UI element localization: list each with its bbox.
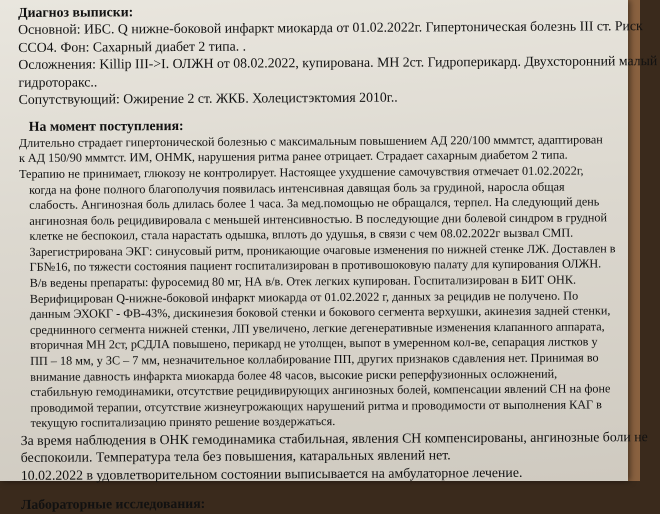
admission-line: к АД 150/90 мммтст. ИМ, ОНМК, нарушения ритма ранее отрицает. Страдает сахарным диабетом 2 типа. xyxy=(18,147,568,166)
diagnosis-heading: Диагноз выписки: xyxy=(18,4,134,20)
admission-line: текущую госпитализацию принято решение воздержаться. xyxy=(30,414,336,431)
admission-line: данным ЭХОКГ - ФВ-43%, дискинезия боковой стенки и бокового сегмента верхушки, акинезия задней стенки, xyxy=(29,303,611,322)
diagnosis-line-main-cont: ССО4. Фон: Сахарный диабет 2 типа. . xyxy=(18,38,247,55)
admission-line: В/в ведены препараты: фуросемид 80 мг, НА в/в. Отек легких купирован. Госпитализирован в БИТ ОНК. xyxy=(29,272,577,290)
admission-line: клетке не беспокоил, стала нарастать одышка, вплоть до удушья, в связи с чем 08.02.2022г вызвал СМП. xyxy=(29,225,574,244)
admission-line: ангинозная боль рецидивировала с меньшей интенсивностью. В последующие дни болевой синдром в грудной xyxy=(29,210,608,228)
discharge-summary xyxy=(10,0,658,513)
admission-line: Длительно страдает гипертонической болезнью с максимальным повышением АД 220/100 мммтст, адаптирован xyxy=(18,132,603,150)
admission-line: среднинного сегмента нижней стенки, ЛП увеличено, легкие дегенеративные изменения клапанного аппарата, xyxy=(29,319,605,337)
admission-line: ГБ№16, по тяжести состояния пациент госпитализирован в противошоковую палату для купирования ОЛЖН. xyxy=(29,256,602,275)
discharge-statement: 10.02.2022 в удовлетворительном состоянии выписывается на амбулаторное лечение. xyxy=(20,464,523,483)
labs-heading: Лабораторные исследования: xyxy=(21,496,206,513)
admission-line: Зарегистрирована ЭКГ: синусовый ритм, проникающие очаговые изменения по нижней стенке ЛЖ. Доставлен в xyxy=(29,241,616,259)
admission-line: когда на фоне полного благополучия появилась интенсивная давящая боль за грудиной, наросла общая xyxy=(29,179,565,197)
diagnosis-line-main: Основной: ИБС. Q нижне-боковой инфаркт миокарда от 01.02.2022г. Гипертоническая болезнь III ст. Риск xyxy=(18,18,643,38)
observation-line: беспокоили. Температура тела без повышения, катаральных явлений нет. xyxy=(20,447,451,466)
admission-line: проводимой терапии, отсутствие жизнеугрожающих нарушений ритма и проводимости от выполнения КАГ в xyxy=(30,397,602,415)
diagnosis-line-comorbid: Сопутствующий: Ожирение 2 ст. ЖКБ. Холецистэктомия 2010г.. xyxy=(18,89,398,107)
admission-line: Верифицирован Q-нижне-боковой инфаркт миокарда от 01.02.2022 г, данных за рецидив не получено. По xyxy=(29,288,579,306)
admission-line: слабость. Ангинозная боль длилась более 1 часа. За мед.помощью не обращался, терпел. На следующий день xyxy=(29,194,600,212)
admission-line: ПП – 18 мм, у ЗС – 7 мм, незначительное коллабирование ПП, других признаков сдавления нет. Принимая во xyxy=(30,350,599,368)
observation-line: За время наблюдения в ОНК гемодинамика стабильная, явления СН компенсированы, ангинозные боли не xyxy=(20,429,648,448)
admission-line: внимание давность инфаркта миокарда более 48 часов, высокие риски реперфузионных осложнений, xyxy=(30,366,558,384)
admission-line: Терапию не принимает, глюкозу не контролирует. Настоящее ухудшение самочувствия отмечает 01.02.2022г, xyxy=(18,163,584,181)
diagnosis-line-complications: Осложнения: Killip III->I. ОЛЖН от 08.02.2022, купирована. МН 2ст. Гидроперикард. Двухсторонний малый xyxy=(18,53,658,73)
admission-heading: На момент поступления: xyxy=(28,118,184,135)
admission-line: вторичная МН 2ст, рСДЛА повышено, перикард не утолщен, выпот в умеренном кол-ве, сепарация листков у xyxy=(30,334,598,353)
admission-line: стабильную гемодинамики, отсутствие рецидивирующих ангинозных болей, компенсации явлений СН на фоне xyxy=(30,381,611,400)
diagnosis-line-complications-cont: гидроторакс.. xyxy=(18,74,98,90)
